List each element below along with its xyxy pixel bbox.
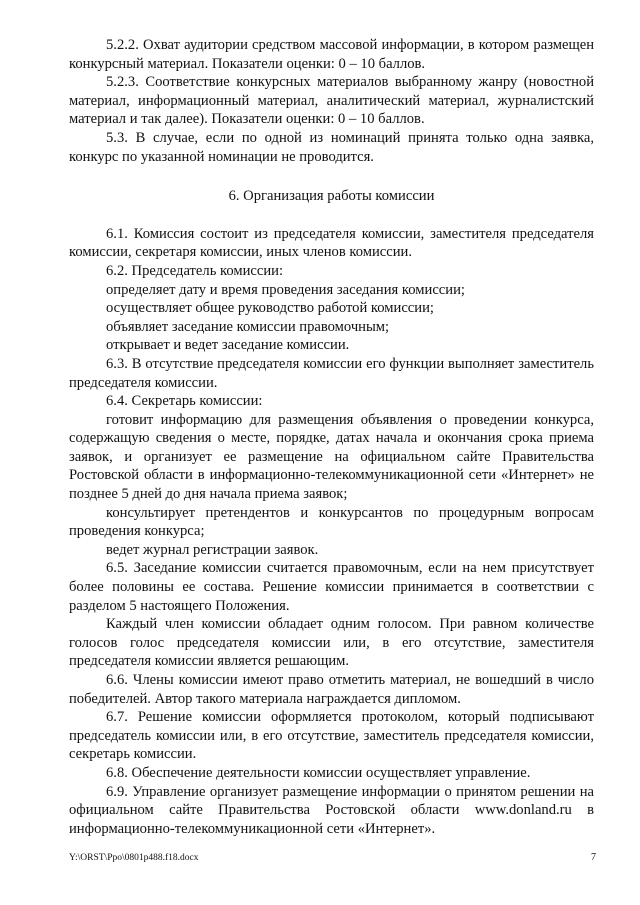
paragraph-6-5: 6.5. Заседание комиссии считается правомочным, если на нем присутствует более половины ее состава. Решение комиссии принимается в соответствии с разделом 5 настоящего Положения. (69, 560, 594, 614)
paragraph-6-6: 6.6. Члены комиссии имеют право отметить материал, не вошедший в число победителей. Автор такого материала награждается дипломом. (69, 672, 594, 707)
paragraph-6-2-item: объявляет заседание комиссии правомочным; (106, 318, 390, 335)
paragraph-6-4-item: готовит информацию для размещения объявления о проведении конкурса, содержащую сведения о месте, порядке, датах начала и окончания срока приема заявок, и организует ее размещение на официальном сайте Правительства Ростовской области в информационно-телекоммуникационной сети «Интернет» не позднее 5 дней до дня начала приема заявок; (69, 411, 594, 503)
paragraph-5-2-3: 5.2.3. Соответствие конкурсных материалов выбранному жанру (новостной материал, информационный материал, аналитический материал, журналистский материал и так далее). Показатели оценки: 0 – 10 баллов. (69, 74, 594, 128)
paragraph-6-3: 6.3. В отсутствие председателя комиссии его функции выполняет заместитель председателя комиссии. (69, 355, 594, 391)
paragraph-5-3: 5.3. В случае, если по одной из номинаций принята только одна заявка, конкурс по указанной номинации не проводится. (69, 129, 594, 165)
paragraph-6-8: 6.8. Обеспечение деятельности комиссии осуществляет управление. (106, 764, 531, 781)
paragraph-6-4-item: консультирует претендентов и конкурсантов по процедурным вопросам проведения конкурса; (69, 504, 594, 540)
section-heading: 6. Организация работы комиссии (228, 188, 435, 205)
document-body (69, 36, 594, 838)
paragraph-6-2-item: определяет дату и время проведения заседания комиссии; (106, 281, 465, 298)
footer-page-number: 7 (591, 852, 596, 863)
paragraph-6-5-cont: Каждый член комиссии обладает одним голосом. При равном количестве голосов голос председателя комиссии или, в его отсутствие, заместителя председателя комиссии является решающим. (69, 616, 594, 670)
paragraph-6-4-item: ведет журнал регистрации заявок. (106, 541, 319, 558)
paragraph-6-2-item: осуществляет общее руководство работой комиссии; (106, 300, 434, 317)
paragraph-6-2: 6.2. Председатель комиссии: (106, 262, 284, 279)
paragraph-6-4: 6.4. Секретарь комиссии: (106, 393, 263, 410)
paragraph-6-9: 6.9. Управление организует размещение информации о принятом решении на официальном сайте Правительства Ростовской области www.donland.ru в информационно-телекоммуникационной сети «Интернет». (69, 783, 594, 837)
paragraph-6-2-item: открывает и ведет заседание комиссии. (106, 337, 350, 354)
paragraph-5-2-2: 5.2.2. Охват аудитории средством массовой информации, в котором размещен конкурсный материал. Показатели оценки: 0 – 10 баллов. (69, 37, 594, 72)
footer-file-path: Y:\ORST\Ppo\0801p488.f18.docx (69, 853, 199, 863)
paragraph-6-1: 6.1. Комиссия состоит из председателя комиссии, заместителя председателя комиссии, секретаря комиссии, иных членов комиссии. (69, 225, 594, 261)
paragraph-6-7: 6.7. Решение комиссии оформляется протоколом, который подписывают председатель комиссии или, в его отсутствие, заместитель председателя комиссии, секретарь комиссии. (69, 709, 594, 763)
